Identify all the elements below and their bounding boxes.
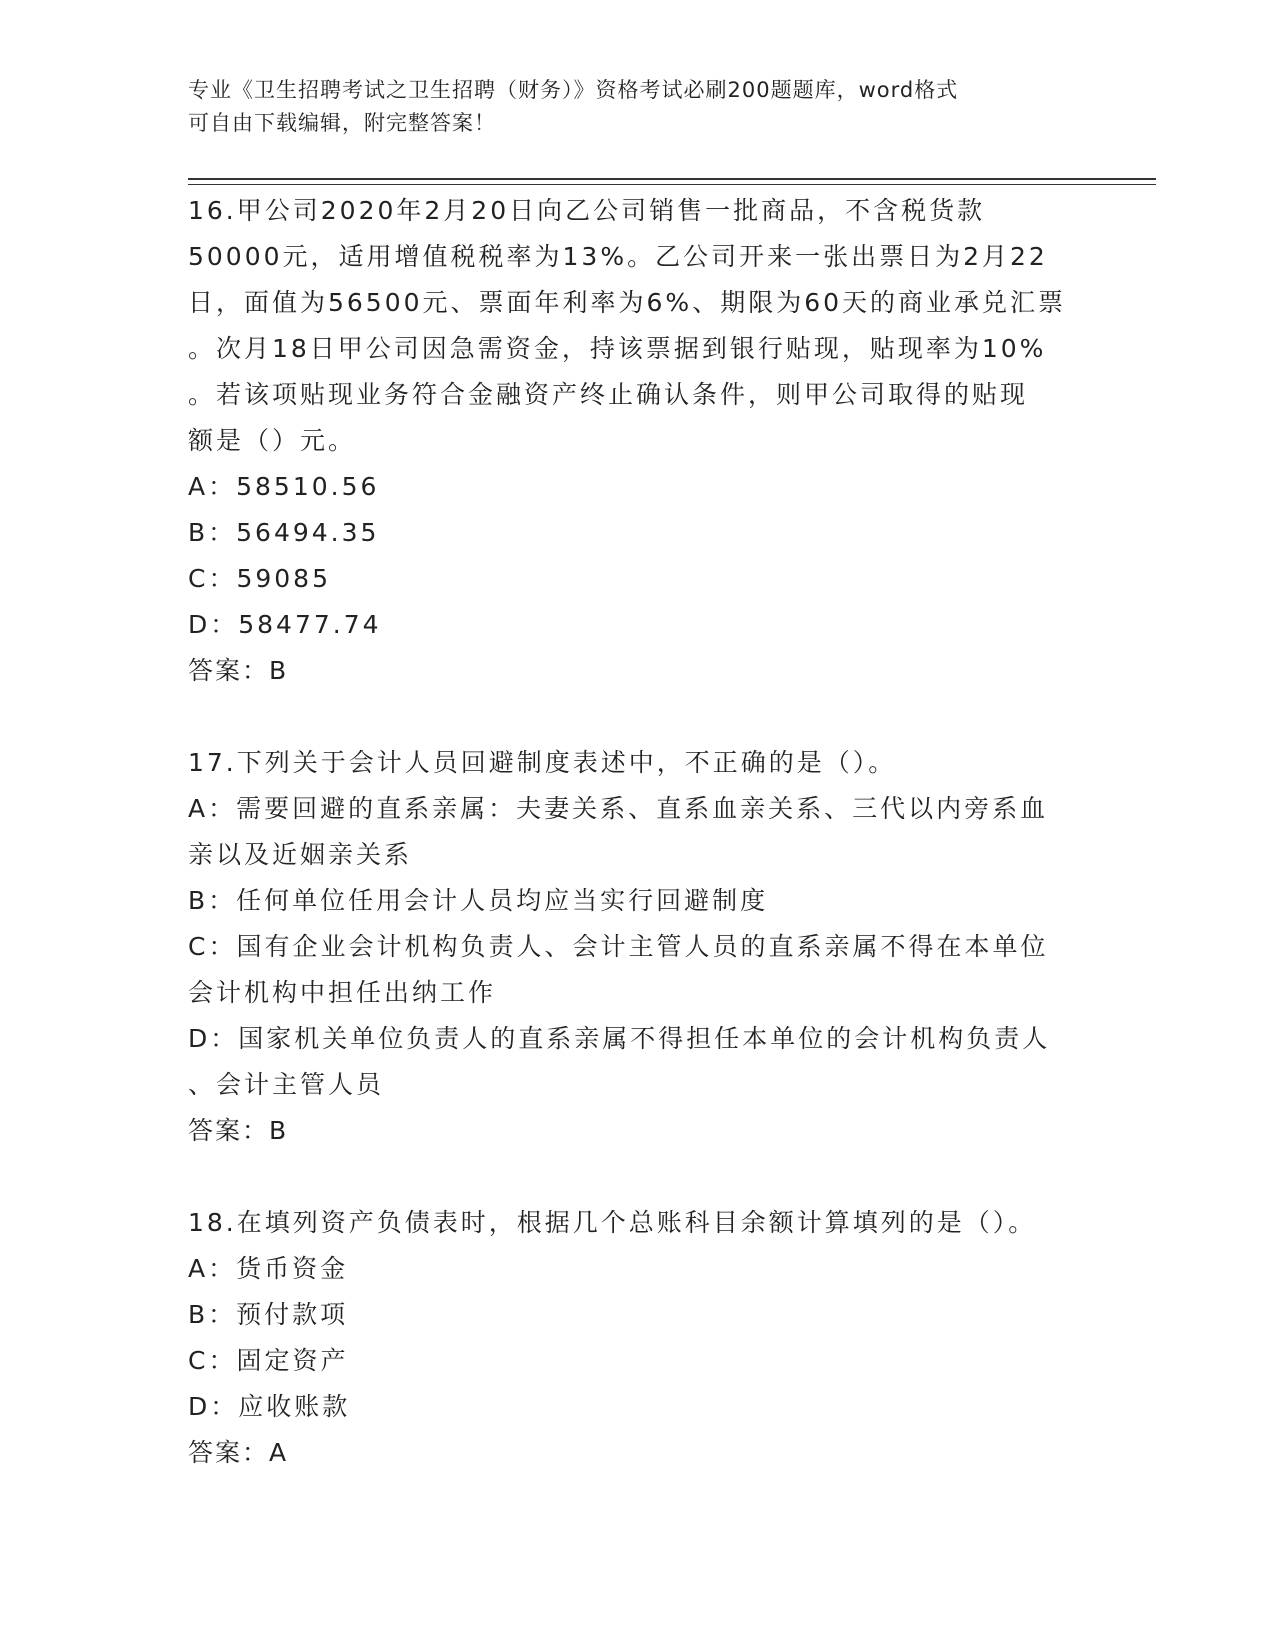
option-a: A：货币资金 xyxy=(188,1254,349,1283)
question-stem-line: 。若该项贴现业务符合金融资产终止确认条件，则甲公司取得的贴现 xyxy=(188,380,1029,409)
question-stem-line: 日，面值为56500元、票面年利率为6%、期限为60天的商业承兑汇票 xyxy=(188,288,1067,317)
header-line-2: 可自由下载编辑，附完整答案！ xyxy=(188,111,496,135)
question-stem-line: 16.甲公司2020年2月20日向乙公司销售一批商品，不含税货款 xyxy=(188,196,986,225)
option-d: D：58477.74 xyxy=(188,610,382,639)
answer-line: 答案：A xyxy=(188,1438,289,1467)
option-c: C：固定资产 xyxy=(188,1346,349,1375)
answer-line: 答案：B xyxy=(188,1116,289,1145)
question-18 xyxy=(188,1200,1088,1476)
document-header xyxy=(188,74,1068,140)
option-d: D：应收账款 xyxy=(188,1392,351,1421)
option-c-continuation: 会计机构中担任出纳工作 xyxy=(188,978,497,1007)
question-stem-line: 50000元，适用增值税税率为13%。乙公司开来一张出票日为2月22 xyxy=(188,242,1048,271)
question-list xyxy=(188,188,1088,1476)
option-b: B：任何单位任用会计人员均应当实行回避制度 xyxy=(188,886,769,915)
question-17 xyxy=(188,740,1088,1154)
question-stem-line: 18.在填列资产负债表时，根据几个总账科目余额计算填列的是（）。 xyxy=(188,1208,1037,1237)
option-a: A：58510.56 xyxy=(188,472,380,501)
header-line-1: 专业《卫生招聘考试之卫生招聘（财务）》资格考试必刷200题题库，word格式 xyxy=(188,78,959,102)
option-a: A：需要回避的直系亲属：夫妻关系、直系血亲关系、三代以内旁系血 xyxy=(188,794,1049,823)
question-stem-line: 额是（）元。 xyxy=(188,426,357,455)
question-16 xyxy=(188,188,1088,694)
answer-line: 答案：B xyxy=(188,656,289,685)
question-stem-line: 。次月18日甲公司因急需资金，持该票据到银行贴现，贴现率为10% xyxy=(188,334,1047,363)
option-d-continuation: 、会计主管人员 xyxy=(188,1070,385,1099)
question-stem-line: 17.下列关于会计人员回避制度表述中，不正确的是（）。 xyxy=(188,748,897,777)
option-a-continuation: 亲以及近姻亲关系 xyxy=(188,840,413,869)
option-c: C：国有企业会计机构负责人、会计主管人员的直系亲属不得在本单位 xyxy=(188,932,1049,961)
option-c: C：59085 xyxy=(188,564,331,593)
header-divider-thick xyxy=(188,178,1156,180)
option-b: B：56494.35 xyxy=(188,518,380,547)
option-b: B：预付款项 xyxy=(188,1300,349,1329)
header-divider-thin xyxy=(188,184,1156,185)
option-d: D：国家机关单位负责人的直系亲属不得担任本单位的会计机构负责人 xyxy=(188,1024,1051,1053)
